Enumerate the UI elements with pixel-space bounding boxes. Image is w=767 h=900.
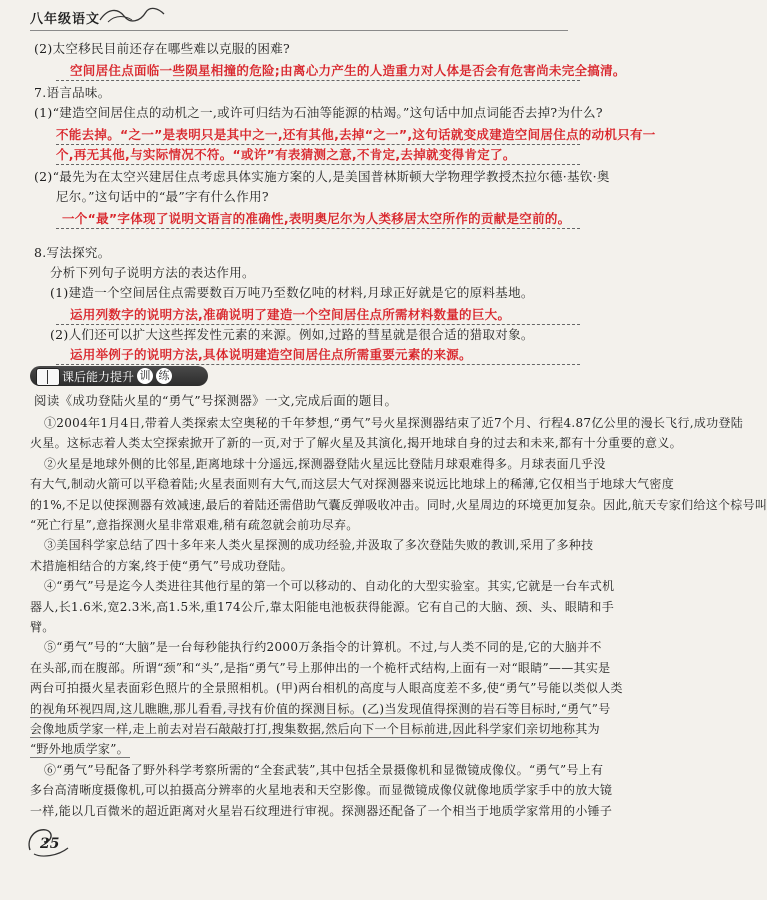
passage-line: 一样,能以几百微米的超近距离对火星岩石纹理进行审视。探测器还配备了一个相当于地质学家常用的小锤子 <box>30 803 613 818</box>
passage-line: ④“勇气”号是迄今人类进往其他行星的第一个可以移动的、自动化的大型实验室。其实,它就是一台车式机 <box>44 579 615 594</box>
question-7-2-line2: 尼尔。”这句话中的“最”字有什么作用? <box>56 189 269 204</box>
answer-line <box>56 164 580 165</box>
answer-line <box>56 144 580 145</box>
question-7-title: 7.语言品味。 <box>34 85 111 100</box>
passage-line: ⑥“勇气”号配备了野外科学考察所需的“全套武装”,其中包括全景摄像机和显微镜成像仪。“勇气”号上有 <box>44 762 604 777</box>
answer-line <box>56 364 580 365</box>
passage-line: ③美国科学家总结了四十多年来人类火星探测的成功经验,并汲取了多次登陆失败的教训,采用了多种技 <box>44 538 594 553</box>
passage-line: 火星。这标志着人类太空探索掀开了新的一页,对于了解火星及其演化,揭开地球自身的过去和未来,都有十分重要的意义。 <box>30 436 682 451</box>
passage-line: 两台可拍摄火星表面彩色照片的全景照相机。(甲)两台相机的高度与人眼高度差不多,使“勇气”号能以类似人类 <box>30 681 623 696</box>
passage-line: 在头部,而在腹部。所谓“颈”和“头”,是指“勇气”号上那伸出的一个桅杆式结构,上面有一对“眼睛”——其实是 <box>30 660 611 675</box>
question-7-1: (1)“建造空间居住点的动机之一,或许可归结为石油等能源的枯竭。”这句话中加点词能否去掉?为什么? <box>34 105 603 120</box>
book-header: 八年级语文 <box>30 12 101 27</box>
header-rule <box>30 30 568 31</box>
passage-line: 器人,长1.6米,宽2.3米,高1.5米,重174公斤,靠太阳能电池板获得能源。它有自己的大脑、颈、头、眼睛和手 <box>30 599 615 614</box>
passage-line: “死亡行星”,意指探测火星非常艰难,稍有疏忽就会前功尽弃。 <box>30 518 359 532</box>
book-icon <box>36 368 60 386</box>
section-badge: 练 <box>156 368 172 384</box>
passage-underline <box>30 757 130 758</box>
passage-underline <box>30 737 578 738</box>
section-banner <box>30 366 208 386</box>
passage-line: 臂。 <box>30 620 55 634</box>
reading-intro: 阅读《成功登陆火星的“勇气”号探测器》一文,完成后面的题目。 <box>34 393 398 408</box>
question-7-2-line1: (2)“最先为在太空兴建居住点考虑具体实施方案的人,是美国普林斯顿大学物理学教授杰拉尔德·基钦·奥 <box>34 169 610 184</box>
passage-underline <box>30 717 578 718</box>
answer-line <box>56 80 580 81</box>
header-decoration-icon <box>98 4 168 26</box>
passage-line: 有大气,制动火箭可以平稳着陆;火星表面则有大气,而这层大气对探测器来说远比地球上的稀薄,它仅相当于地球大气密度 <box>30 477 674 492</box>
answer-7-1-line1: 不能去掉。“之一”是表明只是其中之一,还有其他,去掉“之一”,这句话就变成建造空间居住点的动机只有一 <box>56 127 656 142</box>
answer-8-2: 运用举例子的说明方法,具体说明建造空间居住点所需重要元素的来源。 <box>70 347 472 362</box>
question-8-intro: 分析下列句子说明方法的表达作用。 <box>50 265 255 280</box>
answer-7-2: 一个“最”字体现了说明文语言的准确性,表明奥尼尔为人类移居太空所作的贡献是空前的。 <box>62 211 571 226</box>
answer-7-1-line2: 个,再无其他,与实际情况不符。“或许”有表猜测之意,不肯定,去掉就变得肯定了。 <box>56 147 516 162</box>
passage-line: 的1%,不足以使探测器有效减速,最后的着陆还需借助气囊反弹吸收冲击。同时,火星周边的环境更加复杂。因此,航天专家们给这个棕号叫 <box>30 497 767 512</box>
passage-line: “野外地质学家”。 <box>30 742 129 757</box>
page-number: 25 <box>40 836 60 852</box>
passage-line: 的视角环视四周,这儿瞧瞧,那儿看看,寻找有价值的探测目标。(乙)当发现值得探测的岩石等目标时,“勇气”号 <box>30 701 611 716</box>
answer-line <box>56 228 580 229</box>
passage-line: ②火星是地球外侧的比邻星,距离地球十分遥远,探测器登陆火星远比登陆月球艰难得多。月球表面几乎没 <box>44 456 606 471</box>
question-8-1: (1)建造一个空间居住点需要数百万吨乃至数亿吨的材料,月球正好就是它的原料基地。 <box>50 285 534 300</box>
passage-line: ⑤“勇气”号的“大脑”是一台每秒能执行约2000万条指令的计算机。不过,与人类不同的是,它的大脑并不 <box>44 640 602 655</box>
passage-line: ①2004年1月4日,带着人类探索太空奥秘的千年梦想,“勇气”号火星探测器结束了近7个月、行程4.87亿公里的漫长飞行,成功登陆 <box>44 416 744 430</box>
passage-line: 术措施相结合的方案,终于使“勇气”号成功登陆。 <box>30 558 293 573</box>
passage-line: 多台高清晰度摄像机,可以拍摄高分辨率的火星地表和天空影像。而显微镜成像仪就像地质学家手中的放大镜 <box>30 783 613 798</box>
answer-line <box>56 324 580 325</box>
answer-6-2: 空间居住点面临一些陨星相撞的危险;由离心力产生的人造重力对人体是否会有危害尚未完全搞清。 <box>70 63 626 78</box>
question-8-title: 8.写法探究。 <box>34 245 111 260</box>
question-8-2: (2)人们还可以扩大这些挥发性元素的来源。例如,过路的彗星就是很合适的猎取对象。 <box>50 327 534 342</box>
passage-line: 会像地质学家一样,走上前去对岩石敲敲打打,搜集数据,然后向下一个目标前进,因此科学家们亲切地称其为 <box>30 722 600 736</box>
section-label: 课后能力提升 <box>62 369 135 384</box>
answer-8-1: 运用列数字的说明方法,准确说明了建造一个空间居住点所需材料数量的巨大。 <box>70 307 511 322</box>
question-6-2: (2)太空移民目前还存在哪些难以克服的困难? <box>34 41 291 56</box>
section-badge: 训 <box>137 368 153 384</box>
